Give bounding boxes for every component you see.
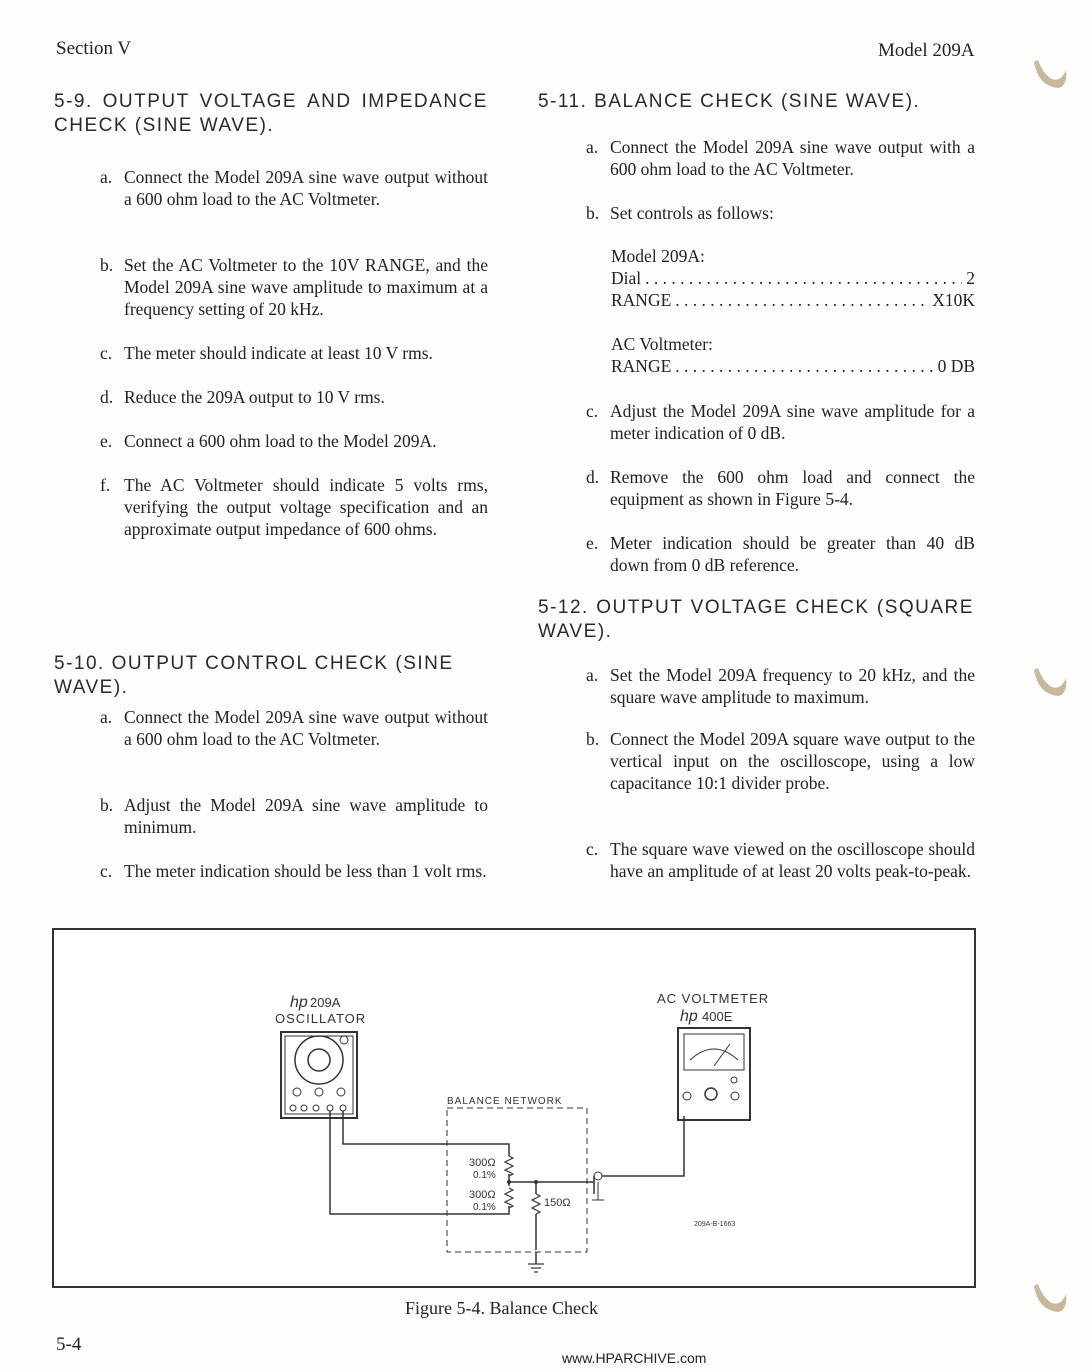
title-word: 5-9.: [54, 91, 93, 112]
balance-check-diagram: [54, 930, 974, 1286]
wiring: [330, 1111, 684, 1264]
setting-row-range: RANGE . . . 0 DB: [611, 355, 975, 377]
title-word: (SQUARE: [876, 597, 974, 618]
junction-dot: [507, 1180, 511, 1184]
page-number: 5-4: [56, 1334, 82, 1355]
title-line-2: CHECK (SINE WAVE).: [54, 115, 275, 136]
junction-dot: [534, 1180, 538, 1184]
title-word: VOLTAGE: [199, 91, 298, 112]
title-word: 5-12.: [538, 597, 589, 618]
ground-icon: [528, 1264, 544, 1272]
title-word: VOLTAGE: [690, 597, 789, 618]
section-5-10-title: 5-10. OUTPUT CONTROL CHECK (SINE WAVE).: [54, 653, 454, 698]
resistor-r1: [505, 1156, 513, 1176]
ac-voltmeter-instrument: [678, 1028, 750, 1120]
title-word: AND: [306, 91, 352, 112]
page-tab-mark-2: [1028, 660, 1072, 704]
title-line-2: WAVE).: [538, 621, 613, 642]
section-5-9-title: [54, 90, 488, 138]
title-word: IMPEDANCE: [361, 91, 488, 112]
settings-block: [611, 245, 975, 377]
resistor-r2: [505, 1188, 513, 1208]
source-url: www.HPARCHIVE.com: [562, 1350, 707, 1366]
voltmeter-name: AC VOLTMETER: [657, 991, 770, 1006]
osc-brand: hp: [290, 994, 308, 1011]
oscillator-instrument: [281, 1032, 357, 1118]
voltmeter-model: 400E: [702, 1009, 733, 1024]
network-label: BALANCE NETWORK: [447, 1096, 563, 1107]
title-word: OUTPUT: [596, 597, 684, 618]
balance-network-box: [447, 1108, 587, 1252]
leader-dots: [675, 289, 928, 311]
setting-row-dial: Dial . . . 2: [611, 267, 975, 289]
figure-5-4-box: [52, 928, 976, 1288]
title-word: CHECK: [795, 597, 870, 618]
osc-name: OSCILLATOR: [275, 1011, 367, 1026]
section-label: Section V: [56, 38, 132, 59]
voltmeter-brand: hp: [680, 1008, 698, 1025]
section-5-11-title: 5-11. BALANCE CHECK (SINE WAVE).: [538, 91, 921, 112]
settings-group-title: AC Voltmeter:: [611, 334, 713, 354]
page-tab-mark-1: [1028, 52, 1072, 96]
title-word: OUTPUT: [102, 91, 190, 112]
section-5-12-title: [538, 596, 974, 644]
model-label: Model 209A: [878, 40, 975, 61]
r2-value: 300Ω: [469, 1189, 496, 1201]
r3-value: 150Ω: [544, 1197, 571, 1209]
settings-group-title: Model 209A:: [611, 246, 705, 266]
drawing-number: 209A-B-1663: [694, 1221, 736, 1228]
osc-model: 209A: [310, 995, 341, 1010]
connector-icon: [594, 1172, 602, 1180]
leader-dots: [675, 355, 933, 377]
figure-caption: Figure 5-4. Balance Check: [405, 1298, 598, 1318]
setting-row-range: RANGE . . . X10K: [611, 289, 975, 311]
r1-value: 300Ω: [469, 1157, 496, 1169]
leader-dots: [645, 267, 962, 289]
r2-tolerance: 0.1%: [473, 1202, 496, 1213]
r1-tolerance: 0.1%: [473, 1170, 496, 1181]
page-tab-mark-3: [1028, 1276, 1072, 1320]
resistor-r3: [532, 1194, 540, 1214]
